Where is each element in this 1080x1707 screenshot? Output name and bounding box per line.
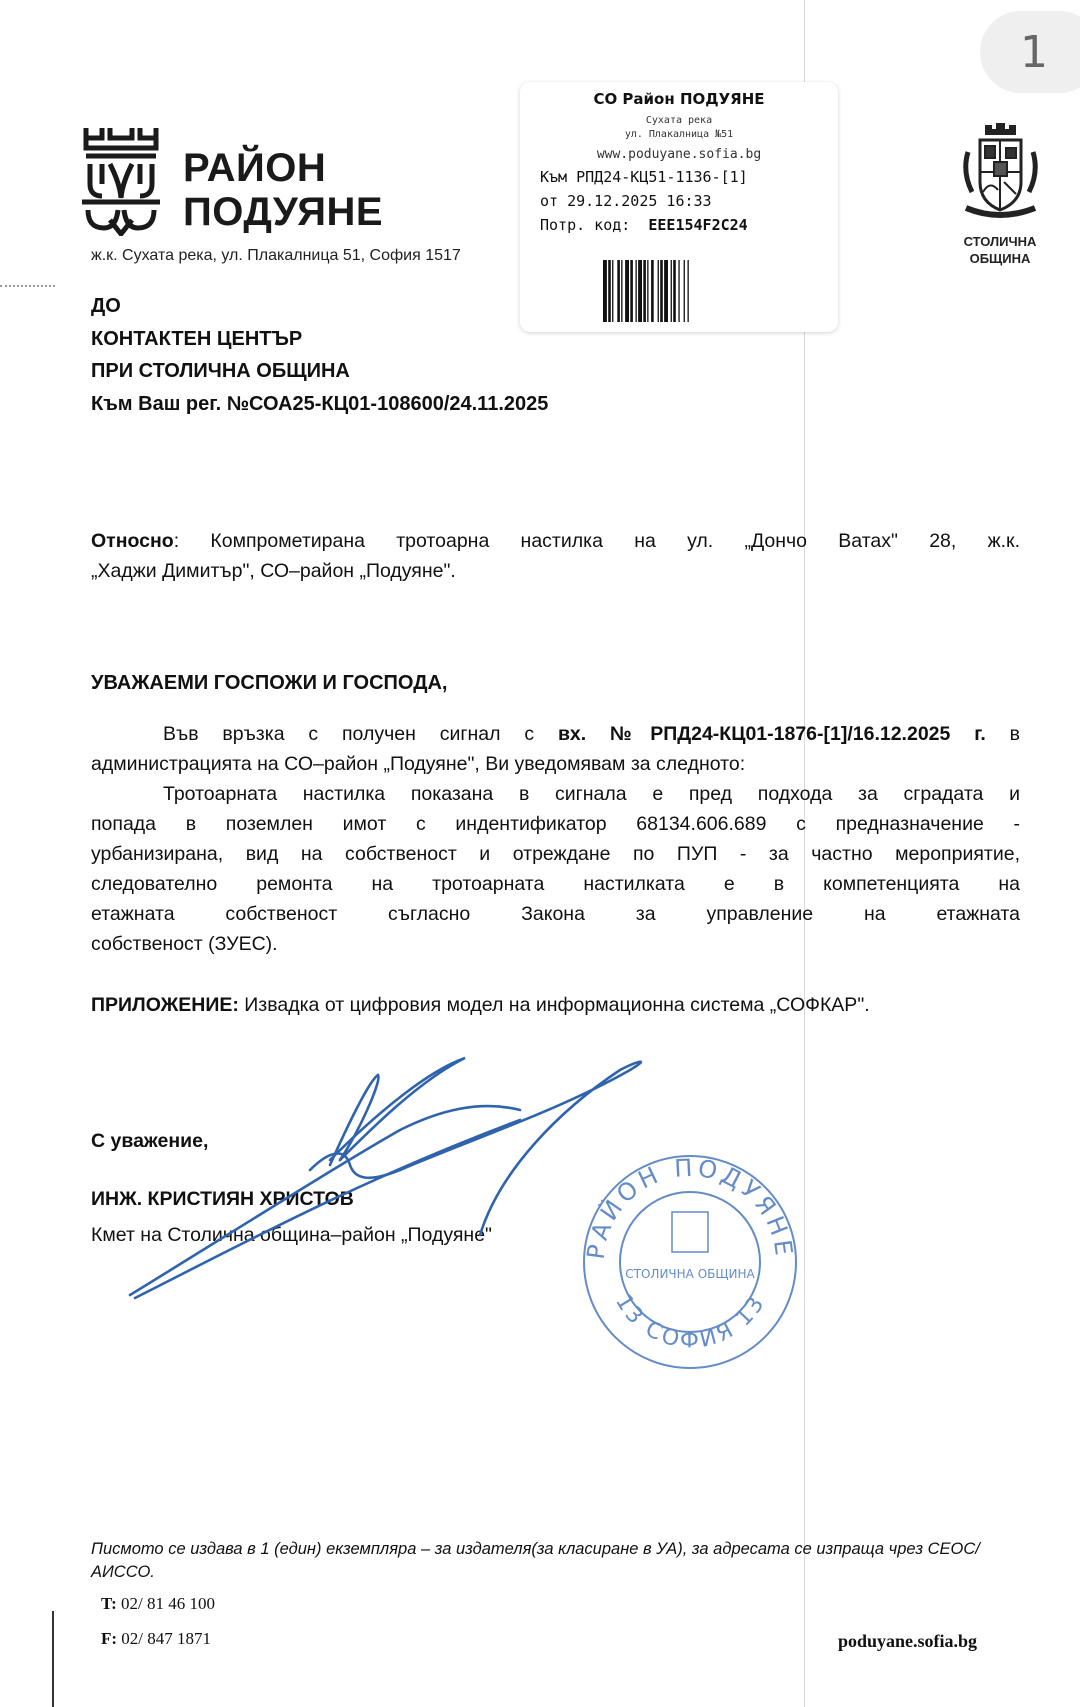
sticker-street: ул. Плакалница №51 (624, 129, 734, 140)
coat-caption (945, 233, 1055, 267)
fax-number: 02/ 847 1871 (117, 1629, 212, 1648)
registration-sticker (520, 82, 838, 332)
body-paragraph-2-line: попада в поземлен имот с индентификатор 68134.606.689 с предназначение - (91, 813, 1020, 835)
recipient-reference: Към Ваш рег. №СОА25-КЦ01-108600/24.11.2025 (91, 392, 549, 415)
attachment-label: ПРИЛОЖЕНИЕ: (91, 994, 239, 1016)
subject-line-1 (91, 526, 1020, 556)
sticker-date: от 29.12.2025 16:33 (540, 192, 712, 210)
body-paragraph-1-line-1 (91, 719, 1020, 749)
attachment-text: Извадка от цифровия модел на информационна система „СОФКАР". (238, 994, 870, 1016)
incoming-reference: вх. №РПД24-КЦ01-1876-[1]/16.12.2025 г. (557, 723, 986, 745)
barcode-bar (612, 260, 613, 322)
body-text: Във връзка с получен сигнал с (163, 723, 535, 745)
page-number-badge (980, 11, 1080, 93)
district-logo-icon (80, 124, 162, 236)
attachment-line (91, 990, 1020, 1020)
barcode-bar (658, 260, 659, 322)
subject-label: Относно (91, 530, 174, 552)
phone-number: 02/ 81 46 100 (116, 1594, 215, 1613)
sticker-code-label: Потр. код: (540, 216, 631, 234)
barcode-bar (617, 260, 620, 322)
footer-fax (101, 1629, 211, 1649)
barcode-bar (673, 260, 676, 322)
sticker-reg-number: Към РПД24-КЦ51-1136-[1] (540, 168, 748, 186)
barcode (603, 260, 753, 322)
scan-mark (0, 285, 55, 287)
sender-address: ж.к. Сухата река, ул. Плакалница 51, София 1517 (91, 247, 461, 264)
seal-top-text: РАЙОН ПОДУЯНЕ (581, 1153, 799, 1261)
body-paragraph-2-line: собственост (ЗУЕС). (91, 933, 278, 955)
sticker-area: Сухата река (645, 115, 713, 126)
barcode-bar (651, 260, 654, 322)
recipient-block (91, 290, 548, 420)
recipient-to: ДО (91, 295, 121, 317)
barcode-bar (608, 260, 611, 322)
handwritten-signature (130, 1058, 641, 1298)
fax-label: F: (101, 1629, 118, 1648)
sticker-code-value: EEE154F2C24 (648, 216, 748, 234)
seal-center-text: СТОЛИЧНА ОБЩИНА (625, 1267, 755, 1281)
body-text: в (1009, 723, 1021, 745)
greeting: УВАЖАЕМИ ГОСПОЖИ И ГОСПОДА, (91, 672, 448, 694)
svg-text:РАЙОН ПОДУЯНЕ (582, 1154, 799, 1261)
seal-bottom-text: 13 СОФИЯ 13 (610, 1290, 771, 1354)
barcode-bar (636, 260, 637, 322)
logo-line-1: РАЙОН (183, 146, 327, 190)
footer-phone (101, 1594, 215, 1614)
scan-edge (52, 1611, 54, 1707)
recipient-line-1: КОНТАКТЕН ЦЕНТЪР (91, 327, 303, 350)
footer-note: Писмото се издава в 1 (един) екземпляра – за издателя(за класиране в УА), за адресата се изпраща чрез СЕОС/АИССО. (91, 1540, 980, 1581)
barcode-bar (678, 260, 679, 322)
district-logo-text (183, 146, 383, 234)
barcode-bar (630, 260, 633, 322)
body-paragraph-2-line: следователно ремонта на тротоарната настилката е в компетенцията на (91, 873, 1020, 895)
page-number: 1 (1020, 27, 1048, 78)
closing: С уважение, (91, 1130, 209, 1152)
body-paragraph-1-line-2: администрацията на СО–район „Подуяне", Ви уведомявам за следното: (91, 753, 746, 775)
barcode-bar (603, 260, 607, 322)
barcode-bar (643, 260, 646, 322)
barcode-bar (621, 260, 622, 322)
signatory-title: Кмет на Столична община–район „Подуяне" (91, 1224, 492, 1246)
body-paragraph-2-line: Тротоарната настилка показана в сигнала е пред подхода за сградата и (163, 783, 1020, 805)
barcode-bar (688, 260, 689, 322)
recipient-line-2: ПРИ СТОЛИЧНА ОБЩИНА (91, 360, 350, 382)
barcode-bar (664, 260, 668, 322)
subject-line-2: „Хаджи Димитър", СО–район „Подуяне". (91, 560, 456, 582)
coat-caption-line-2: ОБЩИНА (969, 251, 1031, 266)
barcode-bar (625, 260, 629, 322)
sticker-url: www.poduyane.sofia.bg (596, 147, 762, 162)
subject-text: : Компрометирана тротоарна настилка на ул. „Дончо Ватах" 28, ж.к. (173, 530, 1020, 552)
phone-label: T: (101, 1594, 117, 1613)
logo-line-2: ПОДУЯНЕ (183, 190, 384, 234)
footer-website[interactable]: poduyane.sofia.bg (838, 1631, 978, 1651)
body-paragraph-2-line: етажната собственост съгласно Закона за управление на етажната (91, 903, 1020, 925)
coat-caption-line-1: СТОЛИЧНА (963, 234, 1037, 249)
official-seal (582, 1154, 799, 1368)
barcode-bar (684, 260, 685, 322)
signatory-name: ИНЖ. КРИСТИЯН ХРИСТОВ (91, 1188, 354, 1210)
barcode-bar (638, 260, 642, 322)
barcode-bar (660, 260, 663, 322)
svg-text:13 СОФИЯ 13 (610, 1290, 771, 1353)
sticker-title: СО Район ПОДУЯНЕ (593, 90, 765, 108)
barcode-bar (671, 260, 672, 322)
barcode-bar (647, 260, 648, 322)
sofia-coat-of-arms-icon (958, 122, 1043, 227)
body-paragraph-2-line: урбанизирана, вид на собственост и отреждане по ПУП - за частно мероприятие, (91, 843, 1020, 865)
